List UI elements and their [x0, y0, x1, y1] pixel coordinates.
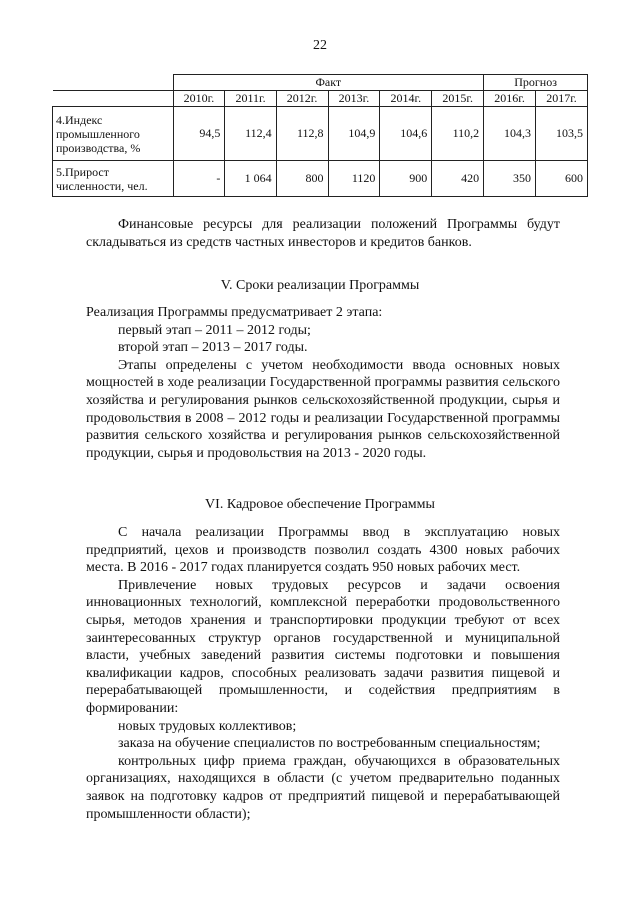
fact-group-header: Факт — [173, 75, 484, 91]
table-cell: 110,2 — [432, 107, 484, 161]
table-group-header-row — [53, 75, 588, 91]
list-item: контрольных цифр приема граждан, обучающихся в образовательных организациях, находящихся в области (с учетом предварительно поданных заявок на подготовку кадров от предприятий пищевой и перерабатывающей промышленности области); — [86, 753, 560, 822]
list-item: заказа на обучение специалистов по востребованным специальностям; — [118, 736, 541, 752]
table-cell: 94,5 — [173, 107, 225, 161]
year-header: 2012г. — [276, 91, 328, 107]
section5-body — [86, 304, 560, 462]
stage-item: первый этап – 2011 – 2012 годы; — [118, 322, 311, 338]
page-number: 22 — [313, 38, 327, 53]
row-label: 5.Прирост численности, чел. — [53, 161, 174, 197]
list-item: новых трудовых коллективов; — [118, 718, 297, 734]
table-cell: 600 — [536, 161, 588, 197]
finance-paragraph: Финансовые ресурсы для реализации положений Программы будут складываться из средств частных инвесторов и кредитов банков. — [86, 217, 560, 250]
table-cell: 900 — [380, 161, 432, 197]
year-header: 2010г. — [173, 91, 225, 107]
stages-intro: Реализация Программы предусматривает 2 этапа: — [86, 305, 383, 320]
forecast-group-header: Прогноз — [484, 75, 588, 91]
year-header: 2017г. — [536, 91, 588, 107]
jobs-paragraph: С начала реализации Программы ввод в эксплуатацию новых предприятий, цехов и производств позволил создать 4300 новых рабочих места. В 2016 - 2017 годах планируется создать 950 новых рабочих мест. — [86, 525, 560, 576]
year-header: 2016г. — [484, 91, 536, 107]
table-cell: 112,4 — [225, 107, 276, 161]
table-row — [53, 107, 588, 161]
table-cell: 112,8 — [276, 107, 328, 161]
section6-title: VI. Кадровое обеспечение Программы — [205, 497, 435, 512]
table-cell: 104,3 — [484, 107, 536, 161]
stage-item: второй этап – 2013 – 2017 годы. — [118, 340, 308, 356]
section6-body — [86, 524, 560, 823]
table-cell: 1 064 — [225, 161, 276, 197]
table-cell: 800 — [276, 161, 328, 197]
year-header: 2011г. — [225, 91, 276, 107]
year-header: 2013г. — [328, 91, 380, 107]
table-corner-cell — [53, 75, 174, 91]
year-header: 2014г. — [380, 91, 432, 107]
section5-title: V. Сроки реализации Программы — [220, 278, 420, 293]
table-row — [53, 161, 588, 197]
table-cell: 1120 — [328, 161, 380, 197]
table-years-row — [53, 91, 588, 107]
indicators-table — [52, 74, 588, 197]
finance-block — [86, 216, 560, 251]
table-cell: 104,6 — [380, 107, 432, 161]
year-header: 2015г. — [432, 91, 484, 107]
table-cell: 420 — [432, 161, 484, 197]
table-cell: 350 — [484, 161, 536, 197]
table-cell: 103,5 — [536, 107, 588, 161]
stages-paragraph: Этапы определены с учетом необходимости ввода основных новых мощностей в ходе реализации Государственной программы развития сельского хозяйства и регулирования рынков сельскохозяйственной продукции, сырья и продовольствия в 2008 – 2012 годы и реализации Государственной программы развития сельского хозяйства и регулирования рынков сельскохозяйственной продукции, сырья и продовольствия на 2013 - 2020 годы. — [86, 357, 560, 461]
table-corner-cell — [53, 91, 174, 107]
row-label: 4.Индекс промышленного производства, % — [53, 107, 174, 161]
resources-paragraph: Привлечение новых трудовых ресурсов и задачи освоения инновационных технологий, комплексной переработки продовольственного сырья, методов хранения и транспортировки продукции требуют от всех заинтересованных структур органов государственной и муниципальной власти, учебных заведений развития системы подготовки и повышения квалификации кадров, способных реализовать задачи развития пищевой и перерабатывающей промышленности, и содействия предприятиям в формировании: — [86, 577, 560, 716]
table-cell: - — [173, 161, 225, 197]
table-cell: 104,9 — [328, 107, 380, 161]
